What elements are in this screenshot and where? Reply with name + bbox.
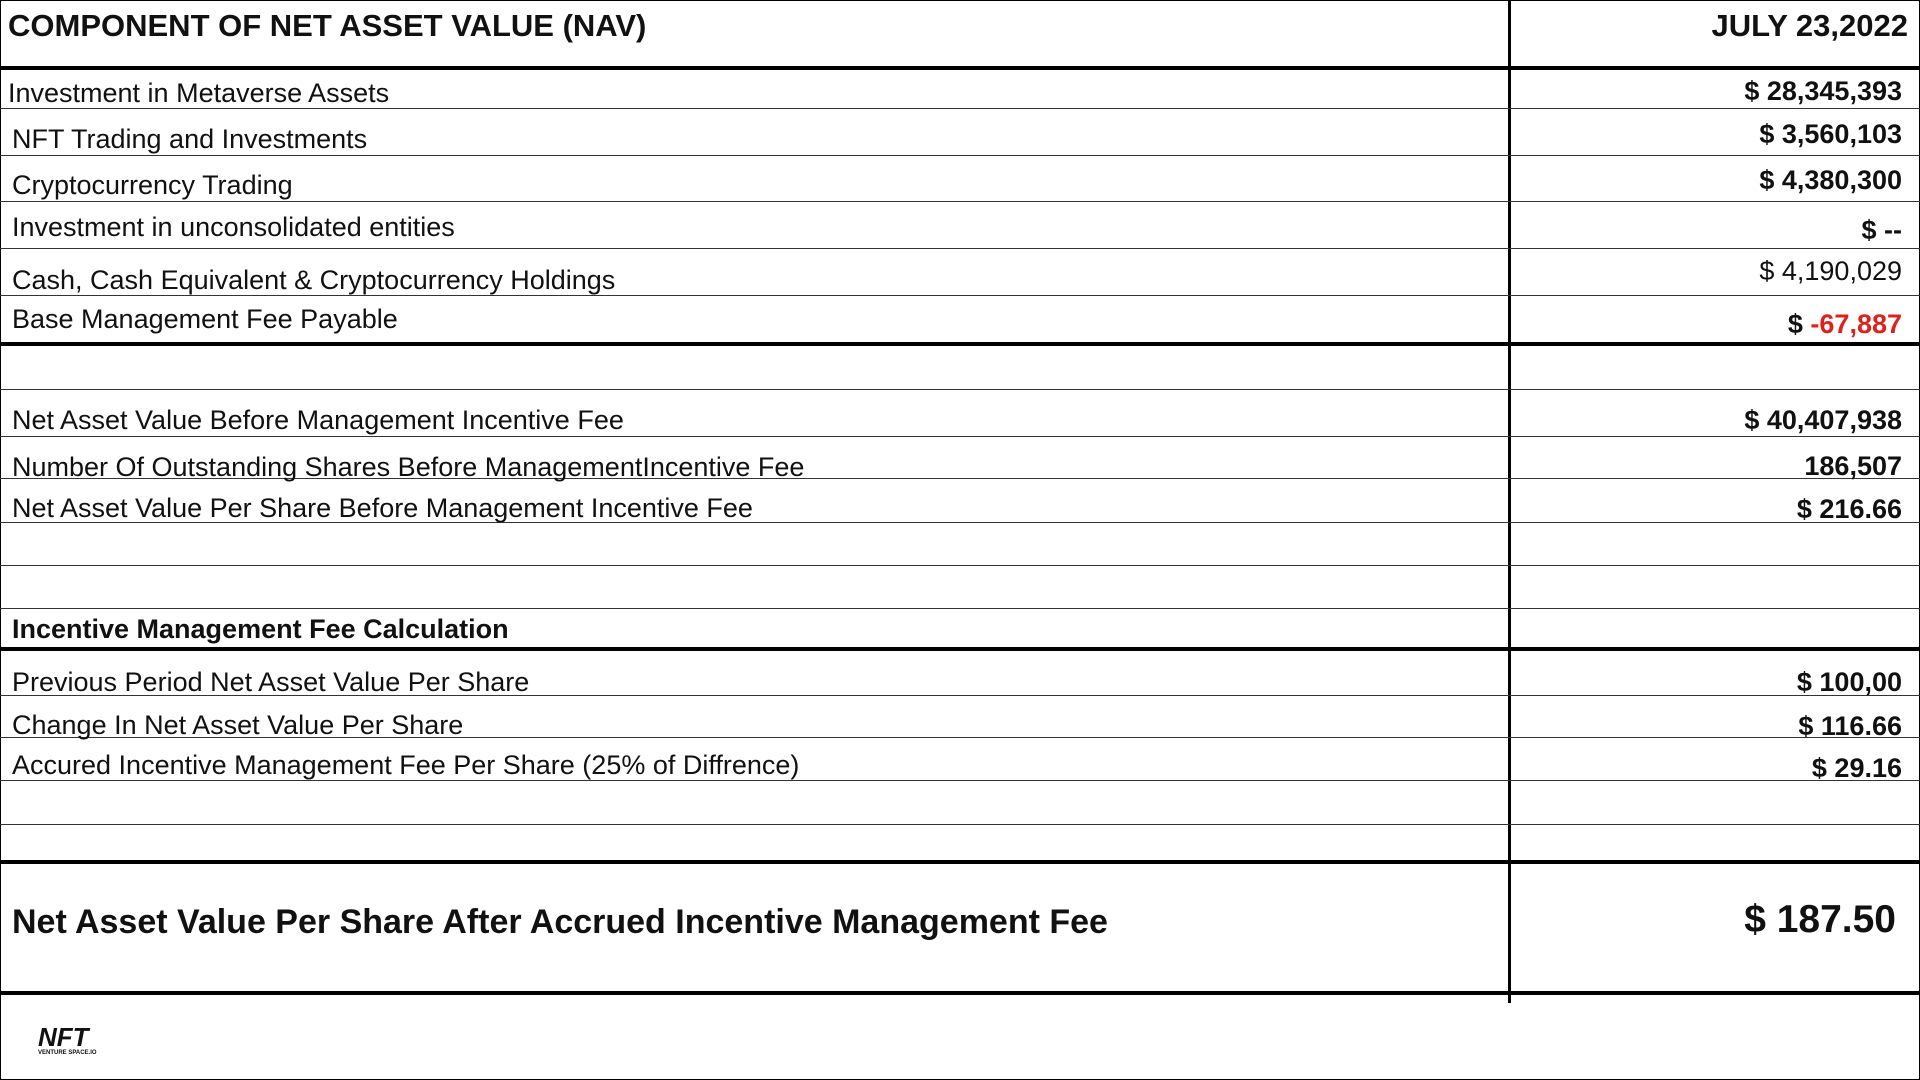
row-label: Number Of Outstanding Shares Before ManagementIncentive Fee	[12, 452, 805, 482]
column-divider	[1508, 0, 1511, 1003]
row-label: Base Management Fee Payable	[12, 304, 398, 334]
divider	[0, 991, 1920, 995]
final-nav-label: Net Asset Value Per Share After Accrued Incentive Management Fee	[12, 903, 1108, 941]
row-value: $ --	[1861, 215, 1902, 245]
currency-symbol: $	[1787, 309, 1811, 339]
row-value: $ 28,345,393	[1744, 76, 1902, 106]
logo-subtext: VENTURE SPACE.IO	[38, 1050, 97, 1056]
row-label: Investment in Metaverse Assets	[8, 78, 390, 108]
row-value: $ 4,190,029	[1759, 256, 1902, 286]
row-label: Net Asset Value Before Management Incentive Fee	[12, 405, 624, 435]
row-value: $ 4,380,300	[1759, 165, 1902, 195]
divider	[0, 860, 1920, 864]
divider	[0, 389, 1920, 390]
date-header: JULY 23,2022	[1711, 8, 1908, 43]
divider	[0, 824, 1920, 825]
negative-value: -67,887	[1810, 309, 1902, 339]
divider	[0, 608, 1920, 609]
divider	[0, 436, 1920, 437]
divider	[0, 248, 1920, 249]
divider	[0, 647, 1920, 651]
divider	[0, 201, 1920, 202]
row-label: Cash, Cash Equivalent & Cryptocurrency Holdings	[12, 265, 616, 295]
divider	[0, 565, 1920, 566]
table-title: COMPONENT OF NET ASSET VALUE (NAV)	[8, 8, 647, 43]
row-value: $ 29.16	[1811, 753, 1902, 783]
divider	[0, 342, 1920, 346]
section-title: Incentive Management Fee Calculation	[12, 614, 509, 644]
row-label: Investment in unconsolidated entities	[12, 212, 455, 242]
row-label: Cryptocurrency Trading	[12, 170, 293, 200]
divider	[0, 155, 1920, 156]
row-label: Previous Period Net Asset Value Per Share	[12, 667, 530, 697]
row-value: $ 3,560,103	[1759, 119, 1902, 149]
row-label: Change In Net Asset Value Per Share	[12, 710, 464, 740]
row-value: $ 116.66	[1798, 711, 1902, 741]
row-value: $ 216.66	[1796, 494, 1902, 524]
row-label: NFT Trading and Investments	[12, 124, 368, 154]
row-value: $ 100,00	[1796, 667, 1902, 697]
final-nav-value: $ 187.50	[1744, 898, 1896, 941]
divider	[0, 66, 1920, 70]
row-value	[1788, 309, 1902, 340]
row-value: 186,507	[1804, 451, 1902, 481]
row-label: Net Asset Value Per Share Before Management Incentive Fee	[12, 493, 753, 523]
logo-text: NFT	[38, 1022, 89, 1052]
nft-venture-space-logo	[34, 1022, 128, 1056]
row-value: $ 40,407,938	[1744, 405, 1902, 435]
row-label: Accured Incentive Management Fee Per Share (25% of Diffrence)	[12, 750, 800, 780]
